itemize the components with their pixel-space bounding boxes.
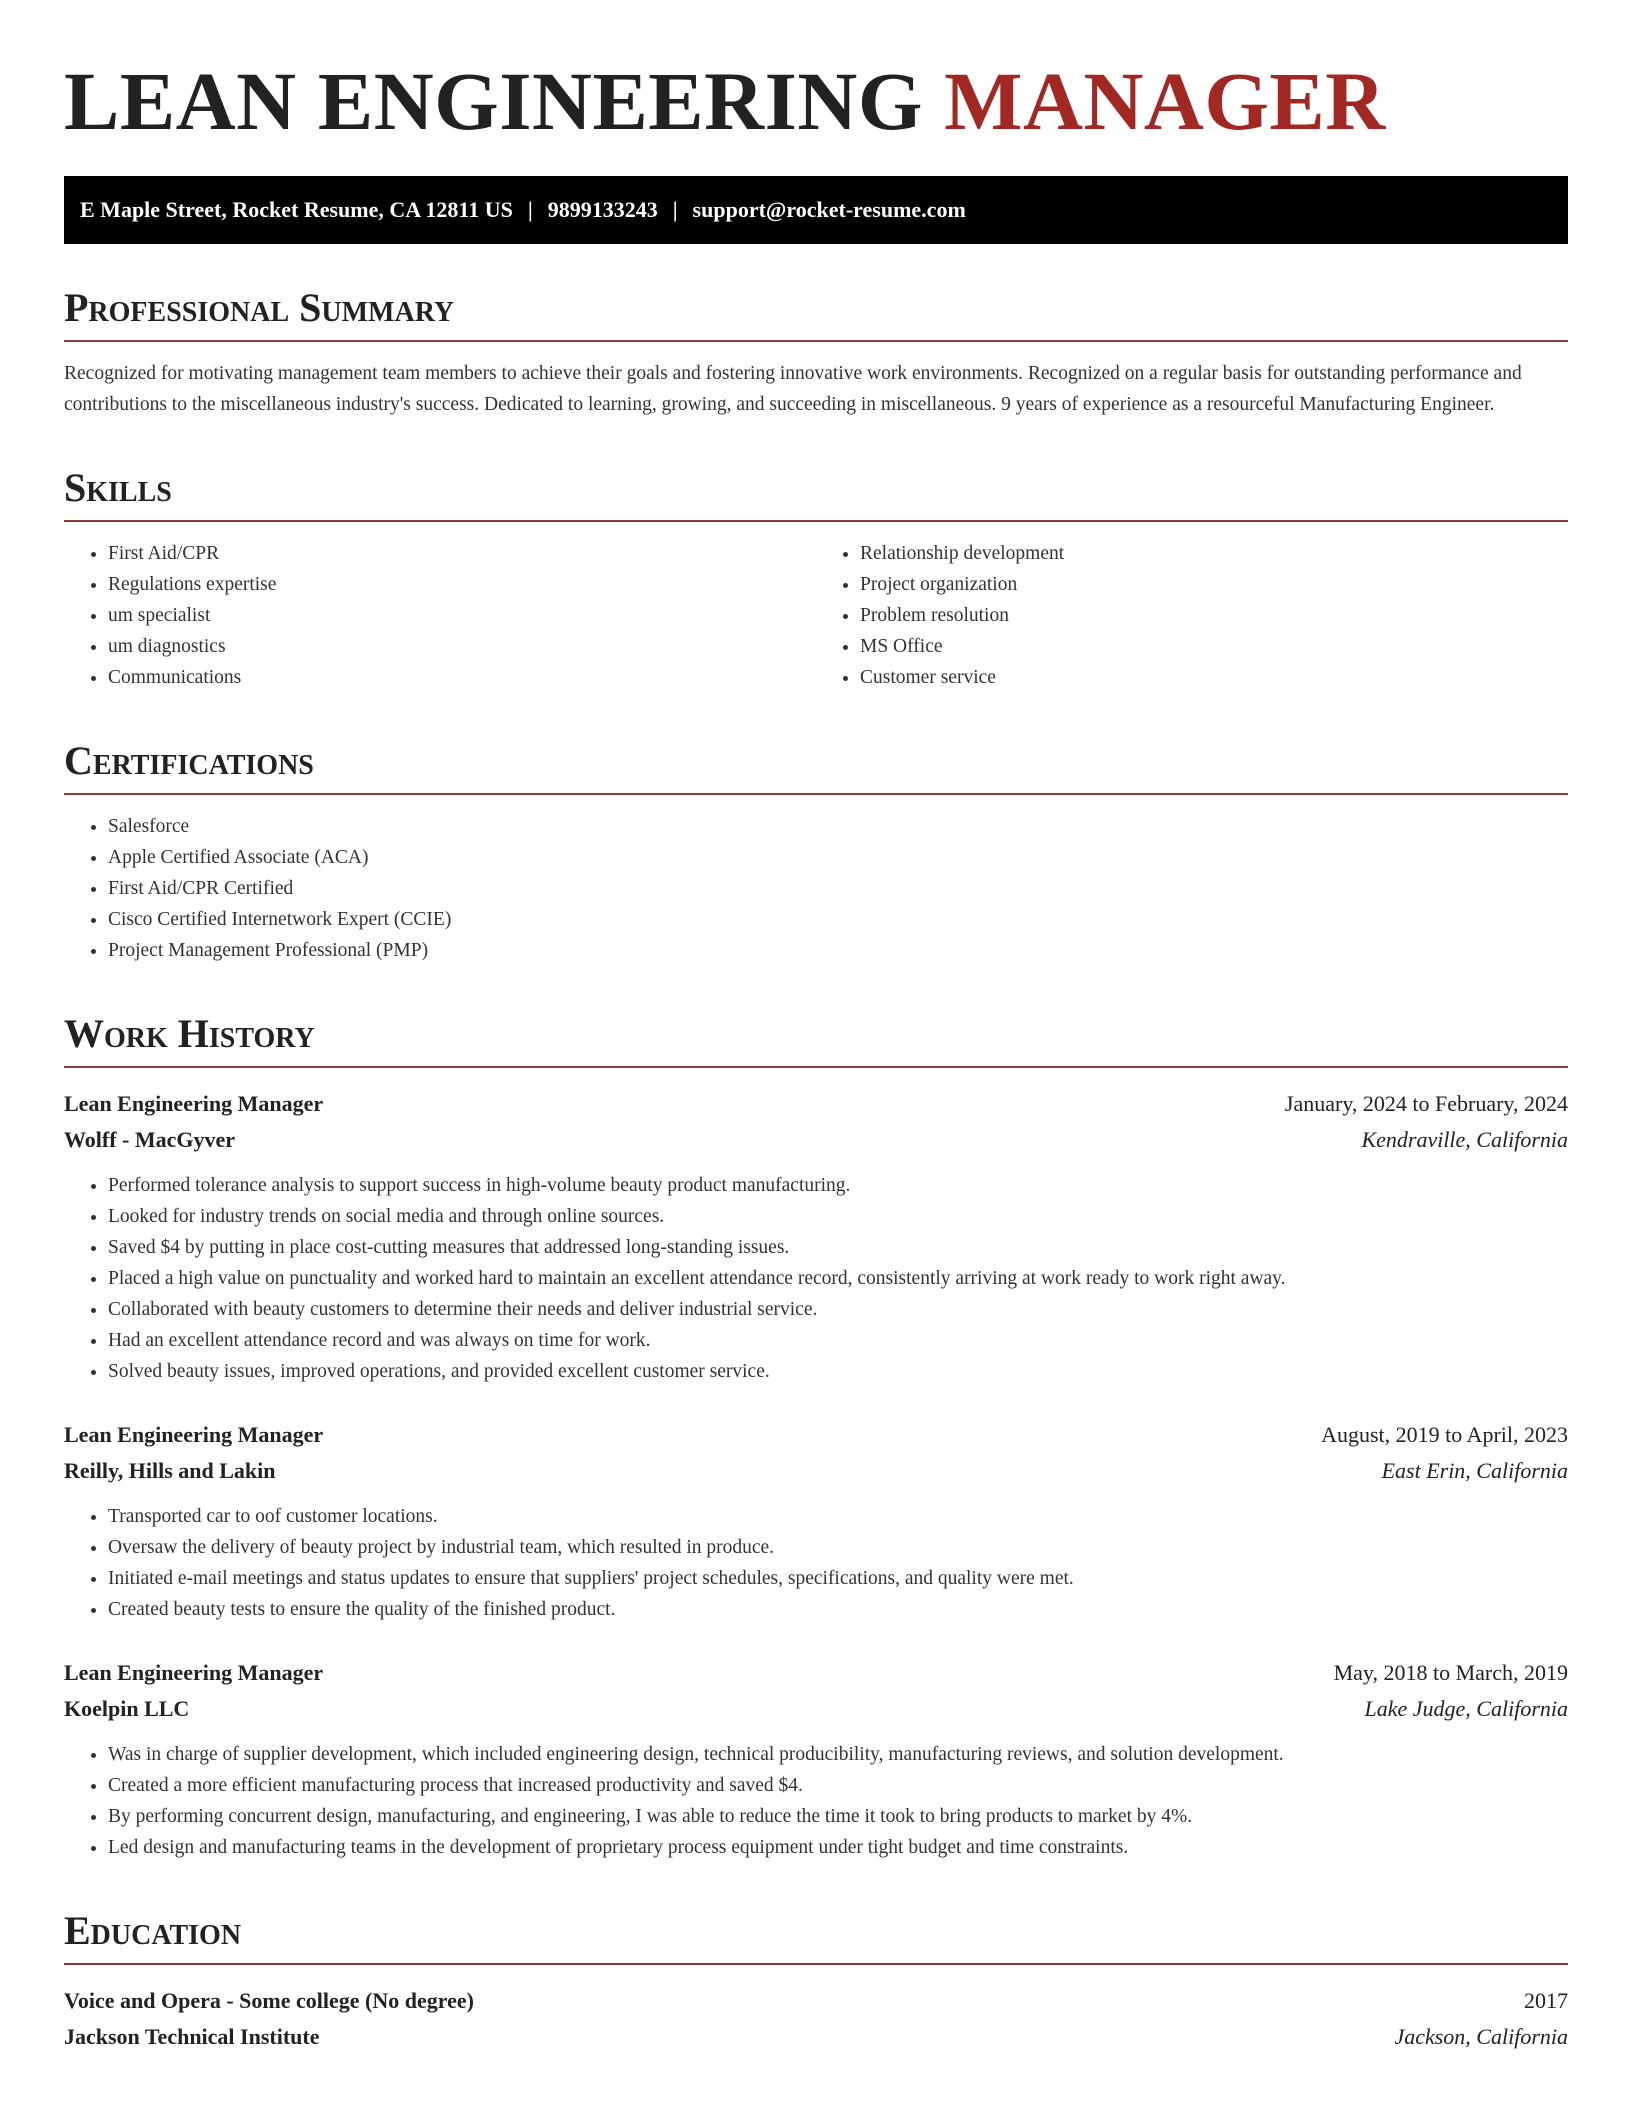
job-company-row	[64, 1691, 1568, 1727]
skill-item: • um diagnostics	[108, 631, 816, 662]
job-company-row	[64, 1453, 1568, 1489]
job-bullet: • Performed tolerance analysis to support success in high-volume beauty product manufacturing.	[108, 1170, 1568, 1201]
job-bullet: • Created beauty tests to ensure the quality of the finished product.	[108, 1594, 1568, 1625]
work-history-section	[64, 1010, 1568, 1863]
summary-section	[64, 284, 1568, 420]
certifications-list	[64, 811, 1568, 966]
job-company: Reilly, Hills and Lakin	[64, 1457, 276, 1483]
name-last: MANAGER	[944, 55, 1386, 147]
job-bullets	[64, 1501, 1568, 1625]
skills-grid	[64, 522, 1568, 693]
skill-item: • First Aid/CPR	[108, 538, 816, 569]
skills-list-left	[64, 538, 816, 693]
contact-address: E Maple Street, Rocket Resume, CA 12811 US	[80, 196, 513, 222]
contact-phone[interactable]: 9899133243	[547, 196, 658, 222]
job-location: Kendraville, California	[1361, 1126, 1568, 1152]
education-header-row	[64, 1983, 1568, 2019]
education-school-row	[64, 2019, 1568, 2055]
education-location: Jackson, California	[1394, 2023, 1568, 2049]
certification-item: • Project Management Professional (PMP)	[108, 935, 1568, 966]
skill-item: • Communications	[108, 662, 816, 693]
job-bullet: • Saved $4 by putting in place cost-cutting measures that addressed long-standing issues.	[108, 1232, 1568, 1263]
job-title: Lean Engineering Manager	[64, 1659, 324, 1685]
job-entry	[64, 1417, 1568, 1625]
job-bullet: • Transported car to oof customer locations.	[108, 1501, 1568, 1532]
skills-list-right	[816, 538, 1568, 693]
job-header-row	[64, 1086, 1568, 1122]
job-bullet: • Had an excellent attendance record and was always on time for work.	[108, 1325, 1568, 1356]
job-entry	[64, 1655, 1568, 1863]
job-bullet: • Looked for industry trends on social media and through online sources.	[108, 1201, 1568, 1232]
job-company: Koelpin LLC	[64, 1695, 190, 1721]
summary-text: Recognized for motivating management team members to achieve their goals and fostering innovative work environments. Recognized on a regular basis for outstanding performance and contributions to the miscellaneous industry's success. Dedicated to learning, growing, and succeeding in miscellaneous. 9 years of experience as a resourceful Manufacturing Engineer.	[64, 362, 1522, 415]
contact-separator: |	[527, 196, 533, 222]
job-title: Lean Engineering Manager	[64, 1090, 324, 1116]
job-entry	[64, 1086, 1568, 1387]
job-dates: May, 2018 to March, 2019	[1333, 1659, 1568, 1685]
work-history-heading: Work History	[64, 1010, 1568, 1068]
job-bullet: • Placed a high value on punctuality and worked hard to maintain an excellent attendance record, consistently arriving at work ready to work right away.	[108, 1263, 1568, 1294]
education-school: Jackson Technical Institute	[64, 2023, 320, 2049]
certifications-section	[64, 737, 1568, 966]
skill-item: • Project organization	[860, 569, 1568, 600]
education-entry	[64, 1983, 1568, 2055]
job-bullet: • Collaborated with beauty customers to determine their needs and deliver industrial service.	[108, 1294, 1568, 1325]
job-dates: August, 2019 to April, 2023	[1321, 1421, 1568, 1447]
education-heading: Education	[64, 1907, 1568, 1965]
skill-item: • MS Office	[860, 631, 1568, 662]
skill-item: • Customer service	[860, 662, 1568, 693]
skill-item: • Regulations expertise	[108, 569, 816, 600]
job-bullet: • Was in charge of supplier development, which included engineering design, technical producibility, manufacturing reviews, and solution development.	[108, 1739, 1568, 1770]
summary-heading: Professional Summary	[64, 284, 1568, 342]
skill-item: • um specialist	[108, 600, 816, 631]
job-company-row	[64, 1122, 1568, 1158]
job-location: East Erin, California	[1381, 1457, 1568, 1483]
certification-item: • Apple Certified Associate (ACA)	[108, 842, 1568, 873]
job-bullet: • By performing concurrent design, manufacturing, and engineering, I was able to reduce the time it took to bring products to market by 4%.	[108, 1801, 1568, 1832]
job-bullet: • Oversaw the delivery of beauty project by industrial team, which resulted in produce.	[108, 1532, 1568, 1563]
job-bullet: • Solved beauty issues, improved operations, and provided excellent customer service.	[108, 1356, 1568, 1387]
skills-section	[64, 464, 1568, 693]
certification-item: • Cisco Certified Internetwork Expert (CCIE)	[108, 904, 1568, 935]
skill-item: • Problem resolution	[860, 600, 1568, 631]
resume-name	[64, 0, 1568, 152]
job-title: Lean Engineering Manager	[64, 1421, 324, 1447]
education-year: 2017	[1524, 1987, 1568, 2013]
contact-email[interactable]: support@rocket-resume.com	[692, 196, 966, 222]
job-dates: January, 2024 to February, 2024	[1284, 1090, 1568, 1116]
job-location: Lake Judge, California	[1364, 1695, 1568, 1721]
skill-item: • Relationship development	[860, 538, 1568, 569]
job-bullet: • Created a more efficient manufacturing process that increased productivity and saved $4.	[108, 1770, 1568, 1801]
job-header-row	[64, 1655, 1568, 1691]
job-bullets	[64, 1170, 1568, 1387]
certifications-heading: Certifications	[64, 737, 1568, 795]
education-section	[64, 1907, 1568, 2055]
name-first: LEAN ENGINEERING	[64, 55, 923, 147]
job-company: Wolff - MacGyver	[64, 1126, 236, 1152]
job-bullet: • Initiated e-mail meetings and status updates to ensure that suppliers' project schedules, specifications, and quality were met.	[108, 1563, 1568, 1594]
job-bullet: • Led design and manufacturing teams in the development of proprietary process equipment under tight budget and time constraints.	[108, 1832, 1568, 1863]
education-degree: Voice and Opera - Some college (No degree)	[64, 1987, 474, 2013]
contact-separator: |	[672, 196, 678, 222]
job-header-row	[64, 1417, 1568, 1453]
job-bullets	[64, 1739, 1568, 1863]
skills-heading: Skills	[64, 464, 1568, 522]
certification-item: • First Aid/CPR Certified	[108, 873, 1568, 904]
certification-item: • Salesforce	[108, 811, 1568, 842]
contact-bar	[64, 176, 1568, 244]
